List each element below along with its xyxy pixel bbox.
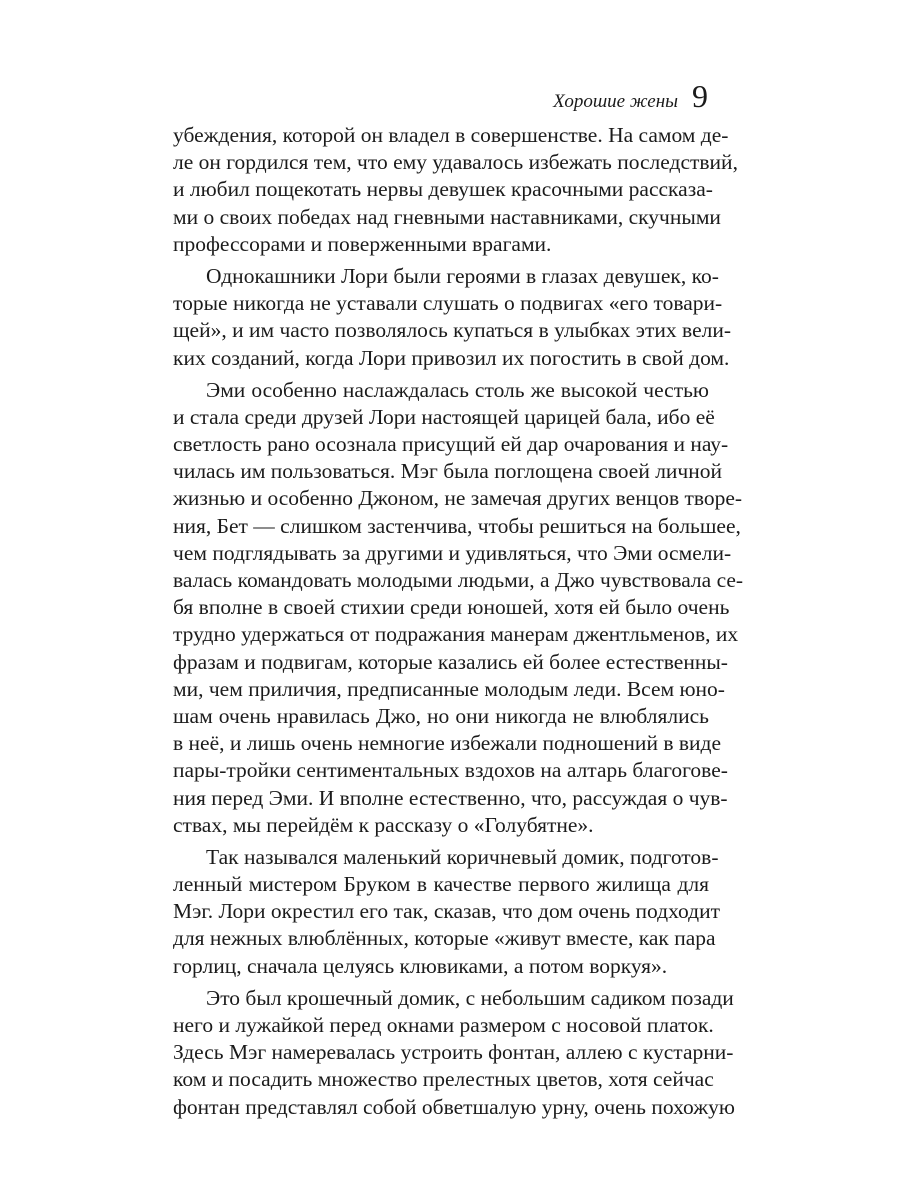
text-line: валась командовать молодыми людьми, а Джо чувствовала се-: [173, 568, 744, 592]
text-line: ния, Бет — слишком застенчива, чтобы решиться на большее,: [173, 513, 741, 538]
text-line: Однокашники Лори были героями в глазах девушек, ко-: [206, 263, 719, 288]
text-line: в неё, и лишь очень немногие избежали подношений в виде: [173, 731, 721, 756]
text-line: ми о своих победах над гневными наставниками, скучными: [173, 204, 721, 229]
text-line: него и лужайкой перед окнами размером с носовой платок.: [173, 1013, 714, 1037]
text-line: бя вполне в своей стихии среди юношей, хотя ей было очень: [173, 595, 730, 620]
paragraph: [173, 985, 735, 1121]
text-line: чилась им пользоваться. Мэг была поглощена своей личной: [173, 459, 723, 484]
text-line: торые никогда не уставали слушать о подвигах «его товари-: [173, 291, 723, 316]
text-line: ком и посадить множество прелестных цветов, хотя сейчас: [173, 1067, 714, 1092]
text-line: Это был крошечный домик, с небольшим садиком позади: [206, 985, 734, 1010]
text-line: ми, чем приличия, предписанные молодым леди. Всем юно-: [173, 676, 725, 701]
text-line: чем подглядывать за другими и удивляться, что Эми осмели-: [173, 540, 732, 565]
text-line: для нежных влюблённых, которые «живут вместе, как пара: [173, 926, 716, 951]
text-line: профессорами и поверженными врагами.: [173, 231, 552, 256]
text-line: щей», и им часто позволялось купаться в улыбках этих вели-: [173, 318, 732, 343]
paragraph: [173, 122, 738, 258]
paragraph: [173, 263, 732, 372]
text-line: и любил пощекотать нервы девушек красочными рассказа-: [173, 177, 713, 202]
text-line: пары-тройки сентиментальных вздохов на алтарь благогове-: [173, 758, 728, 783]
text-line: жизнью и особенно Джоном, не замечая других венцов творе-: [173, 486, 743, 511]
text-line: трудно удержаться от подражания манерам джентльменов, их: [173, 622, 739, 647]
text-line: Эми особенно наслаждалась столь же высокой честью: [206, 377, 709, 402]
text-line: шам очень нравилась Джо, но они никогда не влюблялись: [173, 703, 709, 728]
text-line: и стала среди друзей Лори настоящей царицей бала, ибо её: [173, 404, 715, 429]
text-line: ле он гордился тем, что ему удавалось избежать последствий,: [173, 150, 738, 175]
text-line: фонтан представлял собой обветшалую урну, очень похожую: [173, 1094, 735, 1119]
text-line: Так назывался маленький коричневый домик, подготов-: [206, 844, 719, 869]
text-line: ких созданий, когда Лори привозил их погостить в свой дом.: [173, 345, 730, 370]
running-head: [553, 80, 708, 113]
text-line: фразам и подвигам, которые казались ей более естественны-: [173, 649, 728, 674]
text-line: убеждения, которой он владел в совершенстве. На самом де-: [173, 123, 729, 147]
text-line: горлиц, сначала целуясь клювиками, а потом воркуя».: [173, 953, 668, 978]
running-title: Хорошие жены: [553, 91, 678, 112]
paragraph: [173, 844, 721, 980]
body-text: [173, 122, 744, 1121]
page-number: 9: [692, 78, 708, 114]
text-line: светлость рано осознала присущий ей дар очарования и нау-: [173, 432, 729, 457]
text-line: Мэг. Лори окрестил его так, сказав, что дом очень подходит: [173, 899, 721, 924]
text-line: ствах, мы перейдём к рассказу о «Голубятне».: [173, 812, 594, 837]
text-line: Здесь Мэг намеревалась устроить фонтан, аллею с кустарни-: [173, 1040, 734, 1065]
text-line: ленный мистером Бруком в качестве первого жилища для: [173, 872, 709, 897]
paragraph: [173, 377, 744, 839]
text-line: ния перед Эми. И вполне естественно, что, рассуждая о чув-: [173, 785, 728, 810]
